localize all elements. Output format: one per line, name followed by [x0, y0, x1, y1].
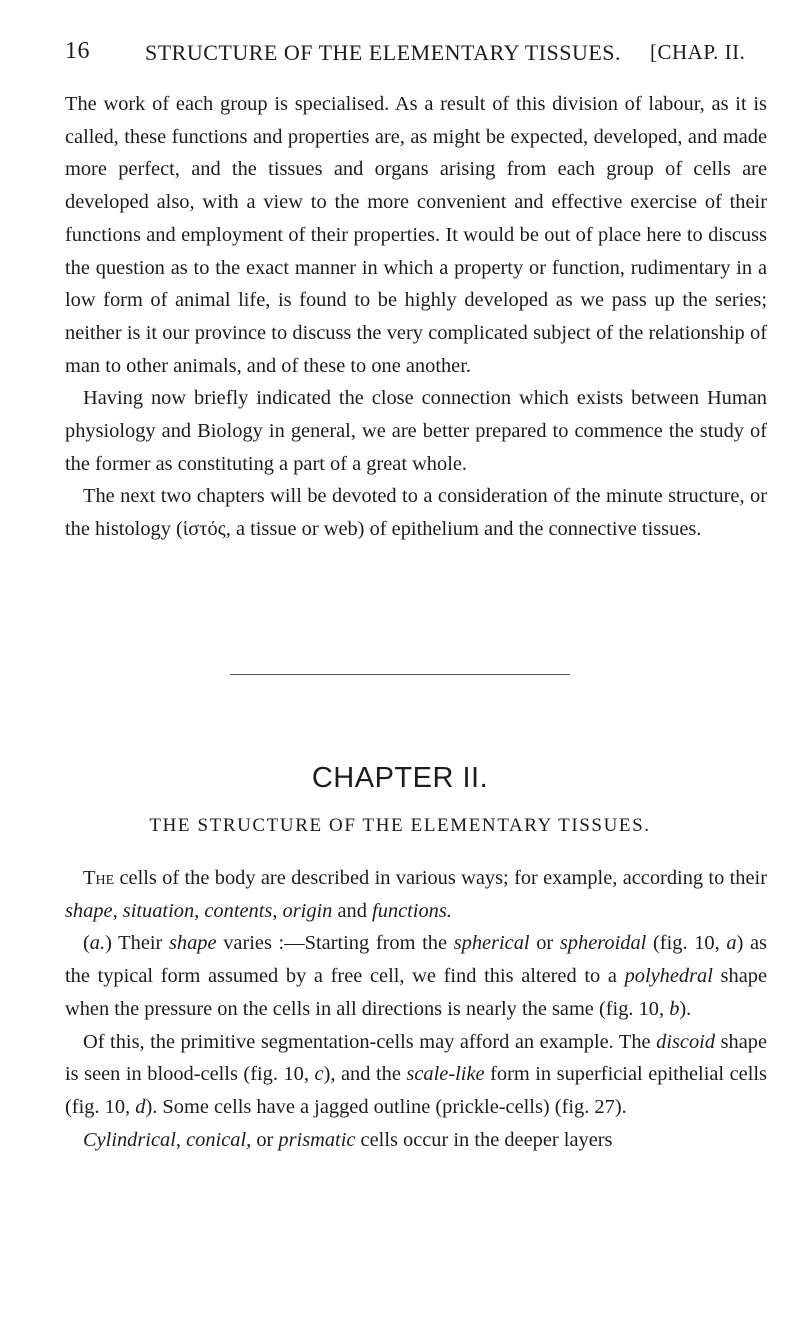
term-shape: shape [168, 932, 217, 955]
paragraph-next-chapters: The next two chapters will be devoted to a consideration of the minute structure, or the histology (ἱστός, a tissue or web) of epithelium and the connective tissues. [65, 485, 767, 541]
term-situation: situation [122, 899, 195, 922]
lower-text-block [65, 862, 767, 1156]
paragraph-division-of-labour: The work of each group is specialised. As a result of this division of labour, as it is called, these functions and properties are, as might be expected, developed, and made more perfect, and the tissues and organs arising from each group of cells are developed also, with a view to the more convenient and effective exercise of their functions and employment of their properties. It would be out of place here to discuss the question as to the exact manner in which a property or function, rudimentary in a low form of animal life, is found to be highly developed as we pass up the series; neither is it our province to discuss the very complicated subject of the relationship of man to other animals, and of these to one another. [65, 93, 767, 377]
term-shape: shape [65, 899, 113, 922]
term-cylindrical: Cylindrical [83, 1128, 176, 1151]
term-functions: functions. [372, 899, 452, 922]
chapter-subtitle: THE STRUCTURE OF THE ELEMENTARY TISSUES. [149, 815, 651, 836]
lead-word: The [83, 867, 115, 889]
term-spheroidal: spheroidal [559, 932, 647, 955]
paragraph-shape-varies: (a.) Their shape varies :—Starting from the spherical or spheroidal (fig. 10, a) as the typical form assumed by a free cell, we find this altered to a polyhedral shape when the pressure on the cells in all directions is nearly the same (fig. 10, b). [65, 932, 767, 1020]
term-scale-like: scale-like [406, 1063, 485, 1086]
term-prismatic: prismatic [278, 1128, 356, 1151]
section-divider [230, 674, 570, 675]
chapter-reference: [CHAP. II. [650, 40, 746, 64]
upper-text-block [65, 88, 767, 546]
term-origin: origin [282, 899, 333, 922]
paragraph-human-physiology: Having now briefly indicated the close connection which exists between Human physiology and Biology in general, we are better prepared to commence the study of the former as constituting a part of a great whole. [65, 387, 767, 475]
term-discoid: discoid [656, 1030, 716, 1053]
paragraph-cells-described: The cells of the body are described in various ways; for example, according to their shape, situation, contents, origin and functions. [65, 867, 767, 922]
paragraph-segmentation-cells: Of this, the primitive segmentation-cells may afford an example. The discoid shape is seen in blood-cells (fig. 10, c), and the scale-like form in superficial epithelial cells (fig. 10, d). Some cells have a jagged outline (prickle-cells) (fig. 27). [65, 1030, 767, 1118]
running-header [65, 38, 765, 78]
running-title: STRUCTURE OF THE ELEMENTARY TISSUES. [145, 40, 622, 65]
term-contents: contents [204, 899, 273, 922]
chapter-title: CHAPTER II. [311, 762, 489, 794]
term-conical: conical [186, 1128, 247, 1151]
paragraph-cylindrical-cells: Cylindrical, conical, or prismatic cells occur in the deeper layers [83, 1128, 613, 1151]
page-number: 16 [65, 38, 90, 64]
term-polyhedral: polyhedral [624, 965, 713, 988]
term-spherical: spherical [453, 932, 530, 955]
